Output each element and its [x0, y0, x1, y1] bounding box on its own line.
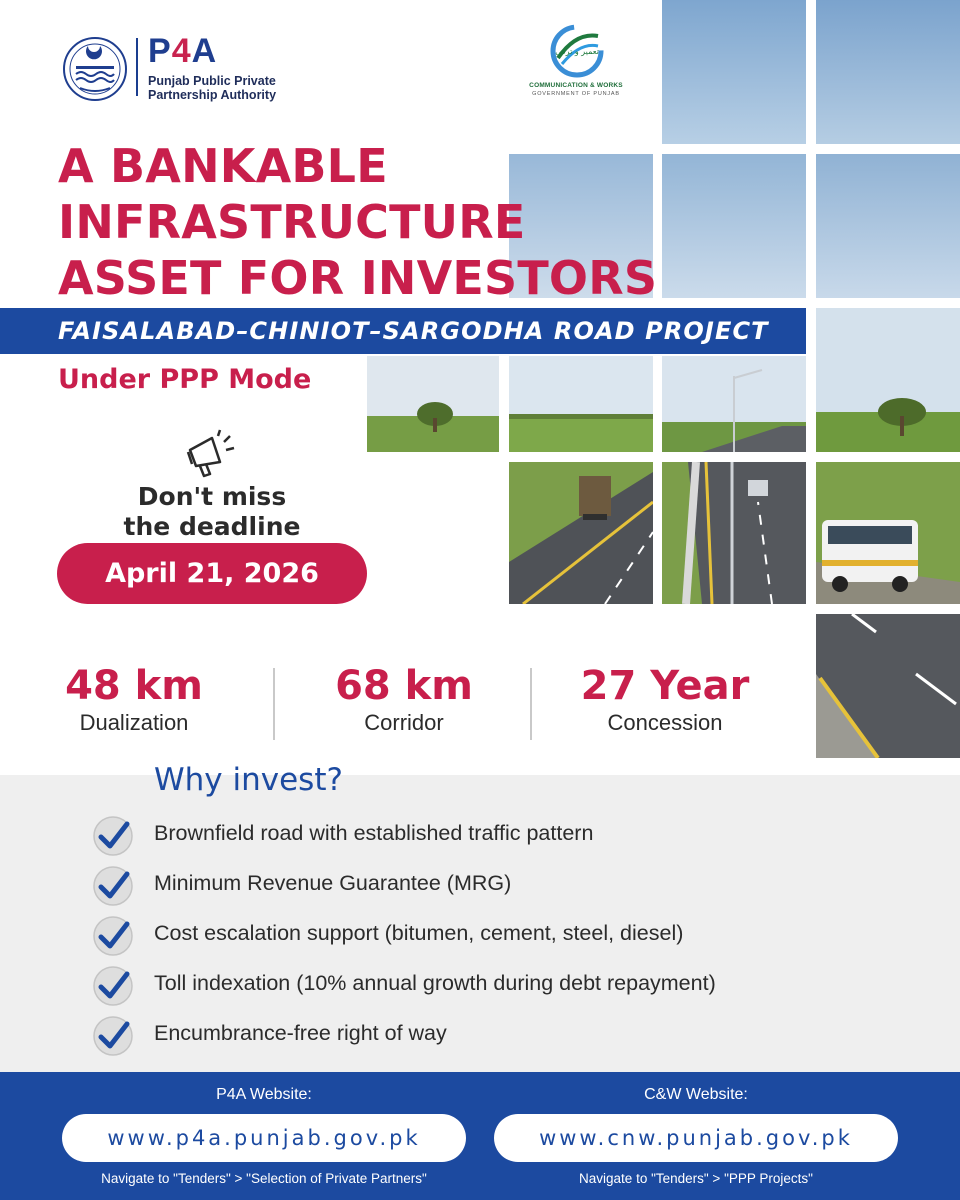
stat-label: Concession: [607, 710, 723, 735]
deadline-line: Don't miss: [137, 482, 287, 511]
stat-divider: [530, 668, 532, 740]
p4a-wordmark: [148, 32, 217, 71]
p4a-website-link[interactable]: www.p4a.punjab.gov.pk: [62, 1114, 466, 1162]
photo-tile-road: [816, 614, 960, 758]
why-invest-title: Why invest?: [154, 762, 343, 798]
headline-line: A BANKABLE: [58, 139, 388, 193]
stat-corridor: [294, 664, 514, 736]
deadline-message: [96, 482, 328, 542]
cw-emblem-icon: [550, 24, 604, 78]
headline-line: INFRASTRUCTURE: [58, 195, 526, 249]
photo-tile-sky: [816, 0, 960, 144]
checkmark-icon: [92, 1015, 134, 1057]
benefit-text: Minimum Revenue Guarantee (MRG): [154, 871, 512, 895]
photo-tile-road: [662, 356, 806, 452]
cw-emblem-text: تعمیر و ترقی: [555, 47, 599, 56]
footer: [0, 1072, 960, 1200]
photo-tile-road: [662, 462, 806, 604]
stat-concession: [555, 664, 775, 736]
benefit-text: Brownfield road with established traffic pattern: [154, 821, 594, 845]
site-heading: P4A Website:: [216, 1086, 312, 1103]
cw-logo: [526, 24, 626, 104]
benefit-text: Encumbrance-free right of way: [154, 1021, 447, 1045]
benefit-text: Cost escalation support (bitumen, cement, steel, diesel): [154, 921, 684, 945]
stat-dualization: [24, 664, 244, 736]
p4a-mark-p: P: [148, 32, 172, 70]
benefit-text: Toll indexation (10% annual growth during debt repayment): [154, 971, 716, 995]
photo-tile-sky: [662, 0, 806, 144]
p4a-mark-a: A: [191, 32, 218, 70]
photo-tile-bus: [816, 462, 960, 604]
benefit-item: [92, 815, 912, 857]
benefit-item: [92, 865, 912, 907]
photo-tile-sky: [662, 154, 806, 298]
stat-label: Dualization: [79, 710, 189, 735]
cw-website-block: [494, 1072, 898, 1186]
deadline-date-badge: April 21, 2026: [57, 543, 367, 604]
p4a-logo: [62, 32, 292, 102]
p4a-website-block: [62, 1072, 466, 1186]
photo-tile-landscape: [509, 356, 653, 452]
benefit-item: [92, 965, 912, 1007]
cw-logo-subtitle: GOVERNMENT OF PUNJAB: [532, 91, 620, 97]
stat-value: 27 Year: [580, 663, 750, 709]
project-banner: [0, 308, 806, 354]
megaphone-icon: [182, 428, 238, 480]
p4a-full-name: Punjab Public Private Partnership Authority: [148, 74, 277, 102]
logo-divider: [136, 38, 138, 96]
photo-tile-road: [509, 462, 653, 604]
checkmark-icon: [92, 915, 134, 957]
deadline-line: the deadline: [123, 512, 301, 541]
photo-tile-landscape: [816, 308, 960, 452]
checkmark-icon: [92, 815, 134, 857]
site-heading: C&W Website:: [644, 1086, 748, 1103]
cw-logo-title: COMMUNICATION & WORKS: [529, 82, 623, 89]
project-name: FAISALABAD–CHINIOT–SARGODHA ROAD PROJECT: [58, 317, 769, 345]
stat-value: 48 km: [65, 663, 203, 709]
site-navigation-note: Navigate to "Tenders" > "PPP Projects": [579, 1171, 813, 1186]
benefit-item: [92, 1015, 912, 1057]
headline-line: ASSET FOR INVESTORS: [58, 251, 658, 305]
p4a-mark-4: 4: [171, 32, 192, 70]
cw-website-link[interactable]: www.cnw.punjab.gov.pk: [494, 1114, 898, 1162]
punjab-seal-icon: [62, 36, 128, 102]
site-navigation-note: Navigate to "Tenders" > "Selection of Private Partners": [101, 1171, 427, 1186]
hero-headline: [58, 138, 658, 306]
checkmark-icon: [92, 965, 134, 1007]
checkmark-icon: [92, 865, 134, 907]
photo-tile-landscape: [367, 356, 499, 452]
stat-value: 68 km: [335, 663, 473, 709]
stat-label: Corridor: [364, 710, 444, 735]
stat-divider: [273, 668, 275, 740]
benefit-item: [92, 915, 912, 957]
photo-tile-sky: [816, 154, 960, 298]
ppp-mode-label: Under PPP Mode: [58, 364, 312, 395]
